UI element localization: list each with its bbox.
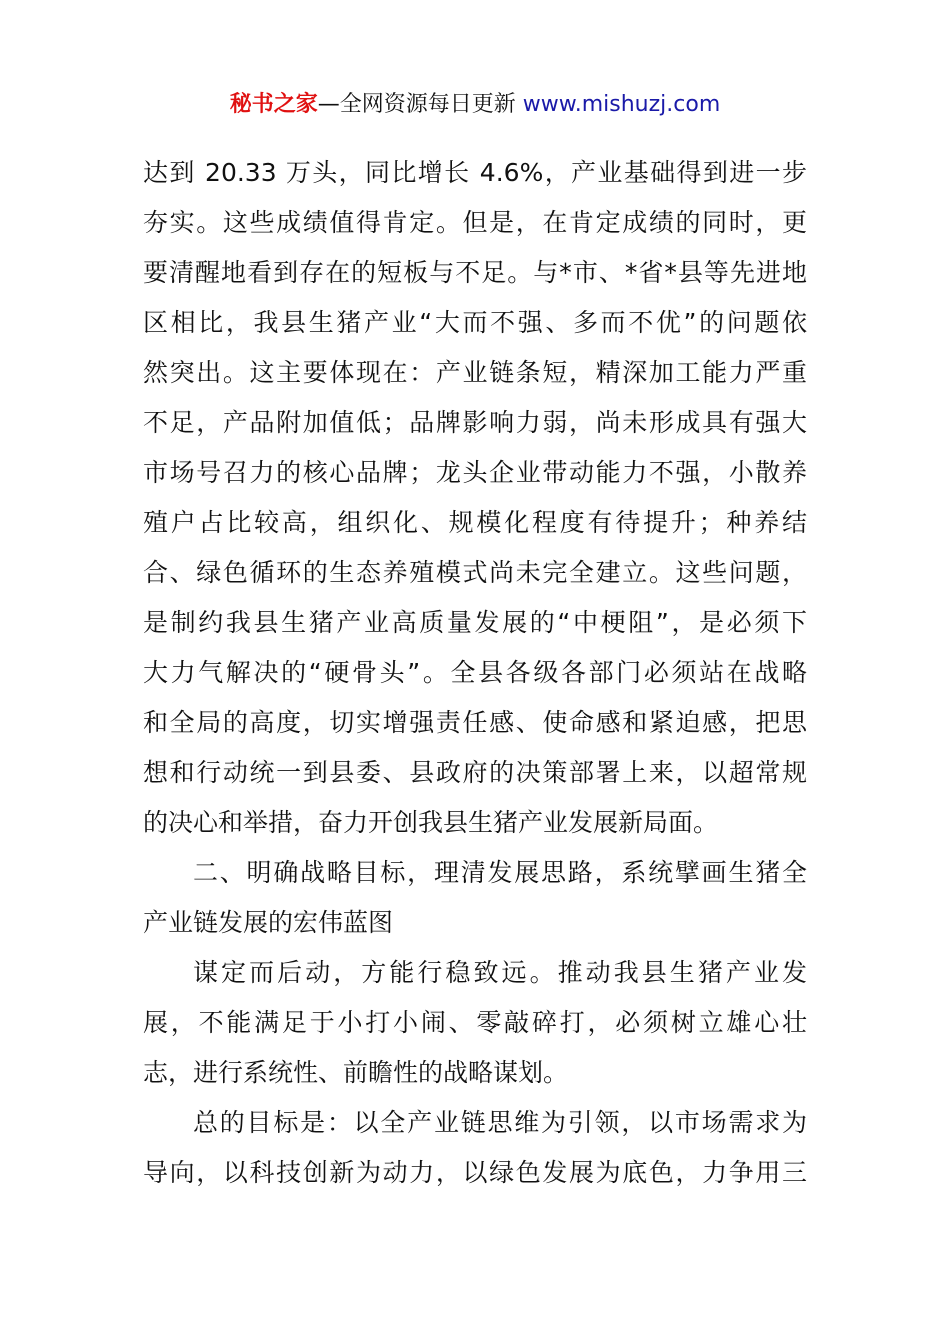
text-line: 想和行动统一到县委、县政府的决策部署上来，以超常规 [143,758,807,787]
site-header [0,88,950,122]
site-tagline: —全网资源每日更新 [317,92,523,117]
text-line: 总的目标是：以全产业链思维为引领，以市场需求为 [193,1108,807,1137]
text-line: 和全局的高度，切实增强责任感、使命感和紧迫感，把思 [143,708,807,737]
text-line: 的决心和举措，奋力开创我县生猪产业发展新局面。 [143,808,719,837]
text-line: 大力气解决的“硬骨头”。全县各级各部门必须站在战略 [143,658,807,687]
text-line: 不足，产品附加值低；品牌影响力弱，尚未形成具有强大 [143,408,807,437]
text-line: 殖户占比较高，组织化、规模化程度有待提升；种养结 [143,508,807,537]
site-brand: 秘书之家 [229,92,318,117]
text-line: 合、绿色循环的生态养殖模式尚未完全建立。这些问题， [143,558,807,587]
text-line: 市场号召力的核心品牌；龙头企业带动能力不强，小散养 [143,458,807,487]
text-line: 夯实。这些成绩值得肯定。但是，在肯定成绩的同时，更 [143,208,807,237]
text-line: 谋定而后动，方能行稳致远。推动我县生猪产业发 [193,958,807,987]
text-line: 达到 20.33 万头，同比增长 4.6%，产业基础得到进一步 [143,158,807,187]
section-heading-line: 二、明确战略目标，理清发展思路，系统擘画生猪全 [193,858,807,887]
text-line: 然突出。这主要体现在：产业链条短，精深加工能力严重 [143,358,807,387]
text-line: 展，不能满足于小打小闹、零敲碎打，必须树立雄心壮 [143,1008,807,1037]
section-heading-line: 产业链发展的宏伟蓝图 [143,908,394,937]
text-line: 是制约我县生猪产业高质量发展的“中梗阻”，是必须下 [143,608,807,637]
text-line: 导向，以科技创新为动力，以绿色发展为底色，力争用三 [143,1158,807,1187]
text-line: 志，进行系统性、前瞻性的战略谋划。 [143,1058,569,1087]
site-url-link[interactable]: www.mishuzj.com [522,92,721,117]
document-body [143,148,807,1198]
text-line: 区相比，我县生猪产业“大而不强、多而不优”的问题依 [143,308,807,337]
text-line: 要清醒地看到存在的短板与不足。与*市、*省*县等先进地 [143,258,807,287]
